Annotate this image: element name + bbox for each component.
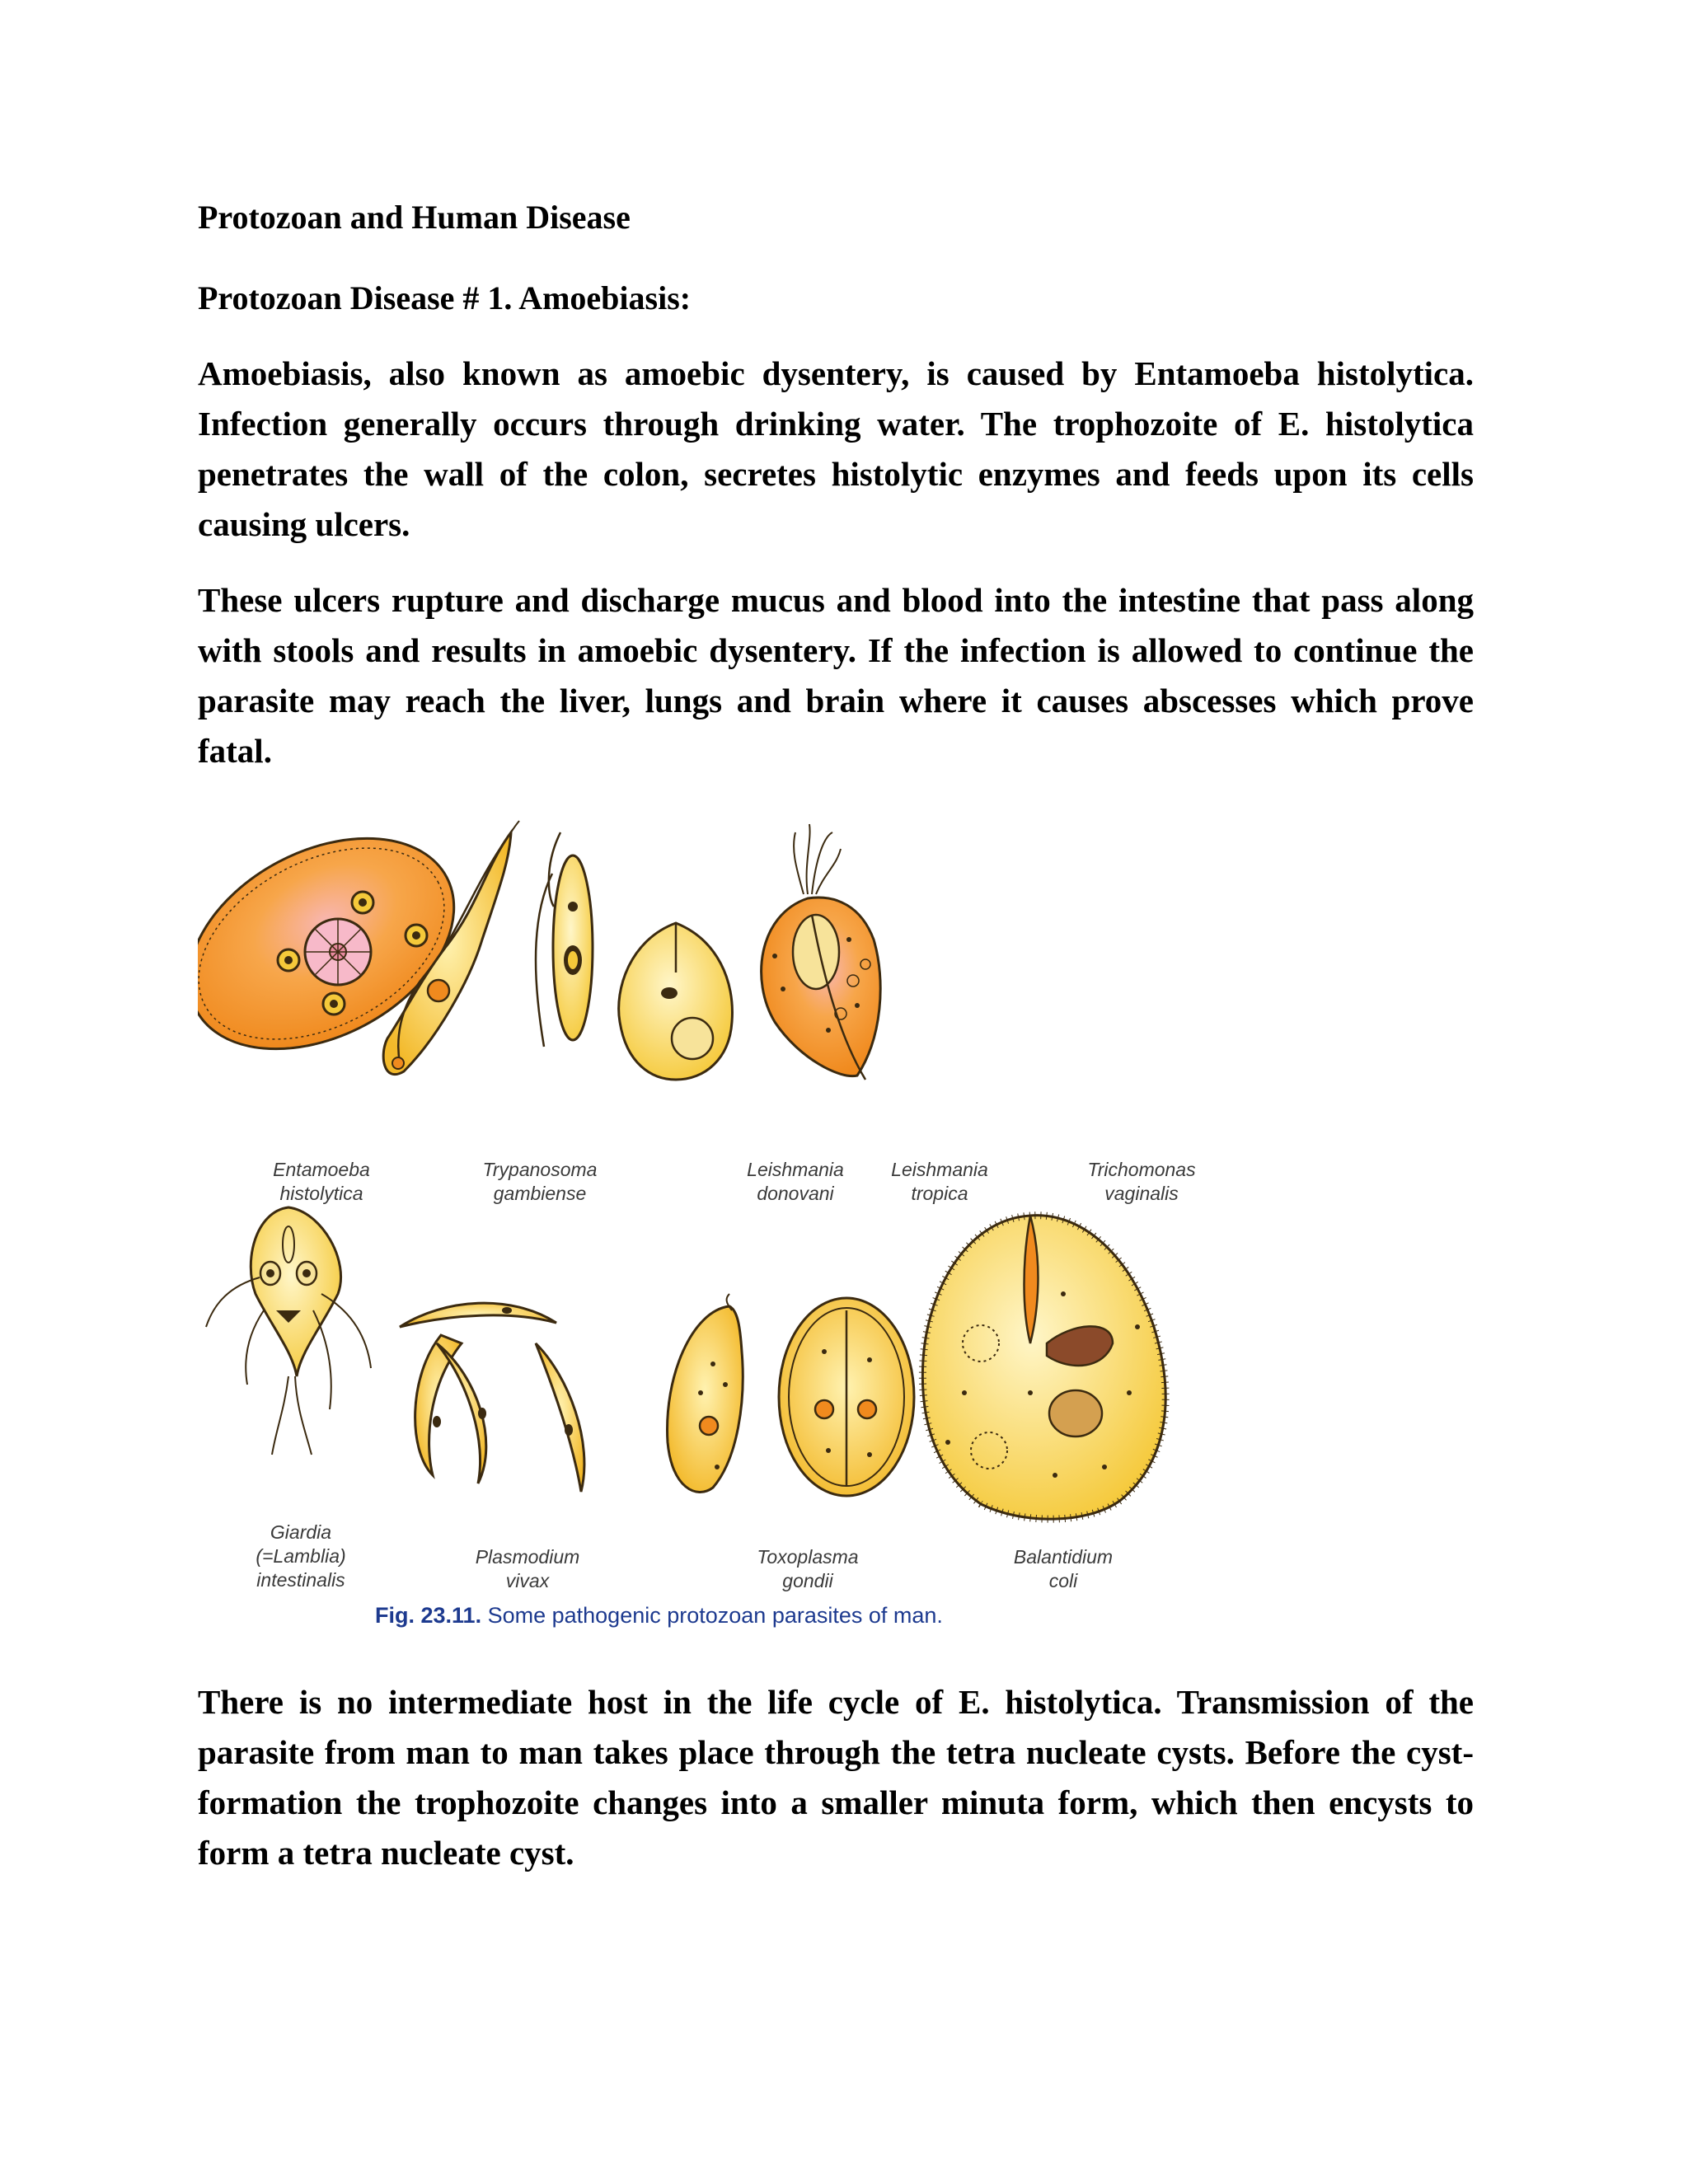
label-plasmodium: Plasmodium vivax <box>475 1546 580 1591</box>
label-toxoplasma: Toxoplasma gondii <box>757 1546 859 1591</box>
label-trypanosoma: Trypanosoma gambiense <box>482 1159 598 1204</box>
paragraph-3: There is no intermediate host in the life cycle of E. histolytica. Transmission of the parasite from man to man takes place through the tetra nucleate cysts. Before the cyst-formation the trophozoite changes into a smaller minuta form, which then encysts to form a tetra nucleate cyst. <box>198 1683 1474 1872</box>
figure-caption-text: Some pathogenic protozoan parasites of man. <box>481 1603 943 1628</box>
page-title: Protozoan and Human Disease <box>198 199 631 236</box>
label-balantidium: Balantidium coli <box>1013 1546 1114 1591</box>
label-leishmania-tropica: Leishmania tropica <box>891 1159 988 1204</box>
figure-caption-number: Fig. 23.11. <box>375 1603 482 1628</box>
label-giardia: Giardia (=Lamblia) intestinalis <box>256 1521 346 1591</box>
paragraph-2: These ulcers rupture and discharge mucus and blood into the intestine that pass along with stools and results in amoebic dysentery. If the infection is allowed to continue the parasite may reach the liver, lungs and brain where it causes abscesses which prove fatal. <box>198 581 1474 770</box>
label-entamoeba: Entamoeba histolytica <box>273 1159 370 1204</box>
figure-caption <box>375 1603 943 1629</box>
label-leishmania-donovani: Leishmania donovani <box>747 1159 844 1204</box>
paragraph-1: Amoebiasis, also known as amoebic dysentery, is caused by Entamoeba histolytica. Infection generally occurs through drinking water. The trophozoite of E. histolytica penetrates the wall of the colon, secretes histolytic enzymes and feeds upon its cells causing ulcers. <box>198 354 1474 543</box>
section-heading: Protozoan Disease # 1. Amoebiasis: <box>198 279 692 316</box>
protozoa-figure <box>198 816 1212 1657</box>
label-trichomonas: Trichomonas vaginalis <box>1087 1159 1196 1204</box>
